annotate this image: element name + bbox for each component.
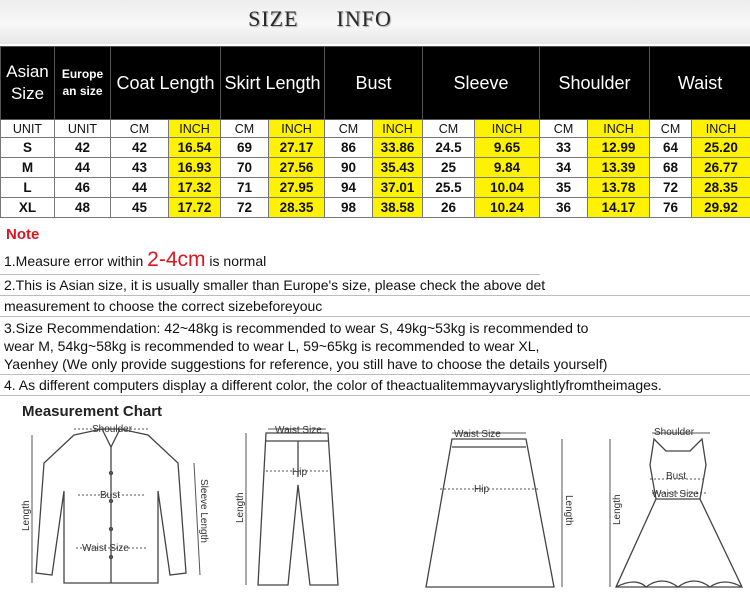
table-cell: 12.99 bbox=[588, 138, 650, 158]
table-cell: 42 bbox=[55, 138, 111, 158]
unit-row bbox=[1, 120, 750, 138]
unit-cell: CM bbox=[423, 120, 475, 138]
title-size: SIZE bbox=[248, 6, 299, 31]
header-waist: Waist bbox=[650, 47, 750, 120]
pants-diagram bbox=[232, 425, 352, 595]
table-cell: 28.35 bbox=[269, 198, 325, 218]
table-cell: 71 bbox=[221, 178, 269, 198]
header-shoulder: Shoulder bbox=[540, 47, 650, 120]
table-cell: 13.78 bbox=[588, 178, 650, 198]
note-line-3a: 3.Size Recommendation: 42~48kg is recommended to wear S, 49kg~53kg is recommended to bbox=[4, 320, 589, 336]
table-cell: 17.32 bbox=[169, 178, 221, 198]
table-cell: M bbox=[1, 158, 55, 178]
coat-sleeve-label: Sleeve Length bbox=[198, 479, 209, 543]
table-cell: 27.17 bbox=[269, 138, 325, 158]
title-bar bbox=[0, 0, 750, 44]
table-cell: 36 bbox=[540, 198, 588, 218]
table-cell: 24.5 bbox=[423, 138, 475, 158]
table-cell: 33 bbox=[540, 138, 588, 158]
pants-hip-label: Hip bbox=[292, 467, 308, 478]
table-cell: 10.04 bbox=[475, 178, 540, 198]
unit-cell: CM bbox=[540, 120, 588, 138]
unit-cell: INCH bbox=[588, 120, 650, 138]
skirt-hip-label: Hip bbox=[474, 484, 490, 495]
unit-cell: UNIT bbox=[1, 120, 55, 138]
header-sleeve: Sleeve bbox=[423, 47, 540, 120]
dress-length-label: Length bbox=[612, 494, 623, 525]
table-cell: 64 bbox=[650, 138, 692, 158]
divider bbox=[0, 395, 750, 396]
table-cell: 9.84 bbox=[475, 158, 540, 178]
table-cell: 43 bbox=[111, 158, 169, 178]
table-cell: 35 bbox=[540, 178, 588, 198]
pants-length-label: Length bbox=[235, 492, 246, 523]
skirt-waist-label: Waist Size bbox=[454, 429, 501, 440]
note-line-1-end: is normal bbox=[205, 253, 267, 269]
coat-bust-label: Bust bbox=[100, 490, 121, 501]
size-table bbox=[0, 46, 750, 218]
pants-waist-label: Waist Size bbox=[275, 425, 322, 436]
dress-waist-label: Waist Size bbox=[652, 489, 699, 500]
dress-diagram bbox=[606, 425, 746, 597]
chart-title: Measurement Chart bbox=[22, 403, 163, 420]
table-cell: 28.35 bbox=[692, 178, 750, 198]
coat-diagram bbox=[18, 423, 208, 595]
table-cell: 42 bbox=[111, 138, 169, 158]
coat-waist-label: Waist Size bbox=[82, 543, 129, 554]
table-cell: 16.54 bbox=[169, 138, 221, 158]
note-error-range: 2-4cm bbox=[147, 248, 206, 271]
table-cell: 29.92 bbox=[692, 198, 750, 218]
table-cell: 33.86 bbox=[373, 138, 423, 158]
header-skirt-length: Skirt Length bbox=[221, 47, 325, 120]
table-cell: L bbox=[1, 178, 55, 198]
table-cell: 48 bbox=[55, 198, 111, 218]
skirt-length-label: Length bbox=[563, 495, 574, 526]
title-info: INFO bbox=[336, 6, 392, 31]
divider bbox=[0, 295, 750, 296]
note-line-3c: Yaenhey (We only provide suggestions for reference, you still have to choose the details yourself) bbox=[4, 356, 608, 372]
table-cell: 44 bbox=[111, 178, 169, 198]
table-cell: 10.24 bbox=[475, 198, 540, 218]
table-cell: 76 bbox=[650, 198, 692, 218]
unit-cell: CM bbox=[111, 120, 169, 138]
unit-cell: INCH bbox=[373, 120, 423, 138]
unit-cell: CM bbox=[221, 120, 269, 138]
table-cell: 9.65 bbox=[475, 138, 540, 158]
dress-bust-label: Bust bbox=[666, 471, 687, 482]
table-cell: 86 bbox=[325, 138, 373, 158]
unit-cell: UNIT bbox=[55, 120, 111, 138]
unit-cell: INCH bbox=[269, 120, 325, 138]
table-cell: 46 bbox=[55, 178, 111, 198]
table-cell: 14.17 bbox=[588, 198, 650, 218]
table-cell: 26 bbox=[423, 198, 475, 218]
table-cell: 38.58 bbox=[373, 198, 423, 218]
dress-shoulder-label: Shoulder bbox=[654, 427, 695, 438]
table-cell: XL bbox=[1, 198, 55, 218]
header-europe-size: Europe an size bbox=[55, 47, 111, 120]
table-cell: 94 bbox=[325, 178, 373, 198]
table-cell: 25.5 bbox=[423, 178, 475, 198]
table-cell: 16.93 bbox=[169, 158, 221, 178]
table-cell: 25 bbox=[423, 158, 475, 178]
note-line-2b: measurement to choose the correct sizebeforeyouc bbox=[4, 298, 323, 314]
header-bust: Bust bbox=[325, 47, 423, 120]
note-line-1 bbox=[4, 248, 266, 272]
table-row bbox=[1, 178, 750, 198]
skirt-diagram bbox=[422, 425, 572, 595]
divider bbox=[0, 374, 750, 375]
note-line-1-text: 1.Measure error within bbox=[4, 253, 148, 269]
table-row bbox=[1, 158, 750, 178]
table-cell: 72 bbox=[650, 178, 692, 198]
unit-cell: INCH bbox=[169, 120, 221, 138]
coat-shoulder-label: Shoulder bbox=[92, 424, 133, 435]
table-cell: 70 bbox=[221, 158, 269, 178]
divider bbox=[0, 274, 540, 275]
table-cell: 90 bbox=[325, 158, 373, 178]
unit-cell: CM bbox=[325, 120, 373, 138]
unit-cell: CM bbox=[650, 120, 692, 138]
table-cell: 44 bbox=[55, 158, 111, 178]
header-coat-length: Coat Length bbox=[111, 47, 221, 120]
table-cell: 69 bbox=[221, 138, 269, 158]
table-cell: 68 bbox=[650, 158, 692, 178]
note-title: Note bbox=[6, 226, 40, 243]
table-row bbox=[1, 198, 750, 218]
table-cell: 45 bbox=[111, 198, 169, 218]
table-cell: 17.72 bbox=[169, 198, 221, 218]
table-cell: 27.56 bbox=[269, 158, 325, 178]
measurement-chart bbox=[0, 397, 750, 602]
table-cell: 72 bbox=[221, 198, 269, 218]
page-title bbox=[0, 6, 640, 32]
header-asian-size: Asian Size bbox=[1, 47, 55, 120]
table-cell: 37.01 bbox=[373, 178, 423, 198]
unit-cell: INCH bbox=[692, 120, 750, 138]
note-line-4: 4. As different computers display a different color, the color of theactualitemmayvaryslightlyfromtheimages. bbox=[4, 377, 662, 393]
divider bbox=[0, 316, 750, 317]
table-row bbox=[1, 138, 750, 158]
unit-cell: INCH bbox=[475, 120, 540, 138]
note-line-3b: wear M, 54kg~58kg is recommended to wear L, 59~65kg is recommended to wear XL, bbox=[4, 338, 540, 354]
table-cell: 26.77 bbox=[692, 158, 750, 178]
note-line-2a: 2.This is Asian size, it is usually smaller than Europe's size, please check the above det bbox=[4, 277, 546, 293]
table-cell: 13.39 bbox=[588, 158, 650, 178]
header-row bbox=[1, 47, 750, 120]
table-cell: S bbox=[1, 138, 55, 158]
table-cell: 25.20 bbox=[692, 138, 750, 158]
coat-length-label: Length bbox=[21, 500, 32, 531]
table-cell: 35.43 bbox=[373, 158, 423, 178]
table-cell: 27.95 bbox=[269, 178, 325, 198]
table-cell: 98 bbox=[325, 198, 373, 218]
table-cell: 34 bbox=[540, 158, 588, 178]
